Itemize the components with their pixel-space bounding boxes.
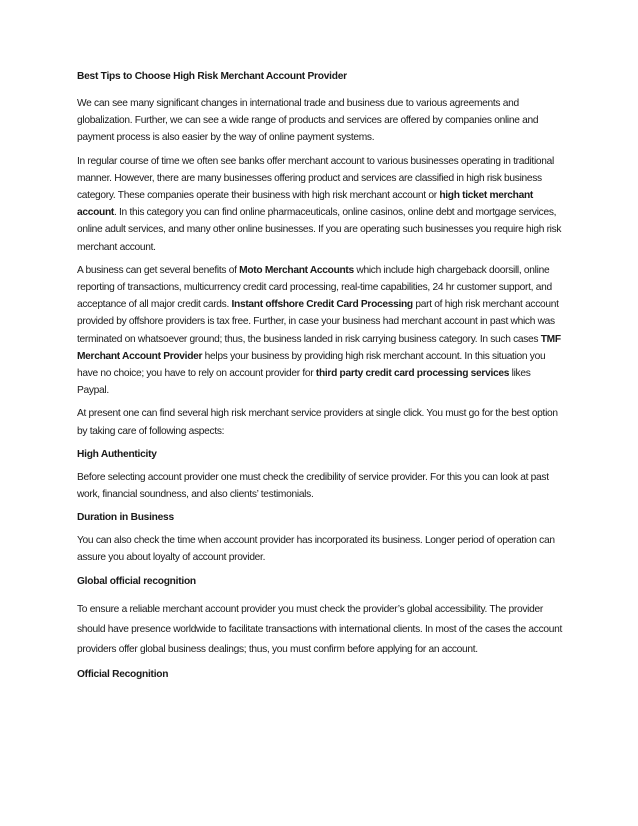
- authenticity-paragraph: Before selecting account provider one must check the credibility of service provider. For this you can look at past work, financial soundness, and also clients’ testimonials.: [77, 471, 549, 501]
- bold-term-third-party: third party credit card processing services: [315, 368, 510, 380]
- text-run: . In this category you can find online pharmaceuticals, online casinos, online debt and mortgage services, online adult services, and many other online businesses. If you are operating such businesses you require high risk merchant account.: [77, 207, 562, 253]
- global-paragraph: To ensure a reliable merchant account provider you must check the provider’s global accessibility. The provider should have presence worldwide to facilitate transactions with international clients. In most of the cases the account providers offer global business dealings; thus, you must confirm before applying for an account.: [77, 603, 563, 655]
- text-run: likes Paypal.: [77, 368, 531, 397]
- text-run: which include high chargeback doorsill, online reporting of transactions, multicurrency credit card processing, real-time capabilities, 24 hr customer support, and acceptance of all major credit cards.: [77, 264, 552, 311]
- text-run: A business can get several benefits of: [77, 264, 240, 276]
- bold-term-tmf: TMF Merchant Account Provider: [77, 333, 561, 362]
- text-run: In regular course of time we often see banks offer merchant account to various businesses operating in traditional manner. However, there are many businesses offering product and services are classified in high risk business category. These companies operate their business with high risk merchant account or: [77, 155, 554, 202]
- heading-high-authenticity: High Authenticity: [77, 448, 157, 460]
- document-title: Best Tips to Choose High Risk Merchant Account Provider: [77, 71, 347, 82]
- duration-paragraph: You can also check the time when account provider has incorporated its business. Longer period of operation can assure you about loyalty of account provider.: [77, 535, 555, 564]
- text-run: part of high risk merchant account provided by offshore providers is tax free. Further, in case your business had merchant account in past which was terminated on whatsoever ground; thus, the business landed in risk carrying business category. In such cases: [77, 299, 559, 345]
- heading-official-recognition: Official Recognition: [77, 668, 169, 680]
- text-run: helps your business by providing high risk merchant account. In this situation you have no choice; you have to rely on account provider for: [77, 350, 546, 380]
- bold-term-high-ticket: high ticket merchant account: [77, 190, 533, 219]
- heading-duration: Duration in Business: [77, 512, 174, 524]
- bold-term-moto: Moto Merchant Accounts: [239, 264, 354, 276]
- regular-course-paragraph: [77, 153, 564, 256]
- present-paragraph: At present one can find several high risk merchant service providers at single click. You must go for the best option by taking care of following aspects:: [77, 408, 558, 437]
- bold-term-instant-offshore: Instant offshore Credit Card Processing: [231, 299, 413, 311]
- benefits-paragraph: [77, 262, 564, 400]
- heading-global-recognition: Global official recognition: [77, 575, 196, 587]
- intro-paragraph: We can see many significant changes in international trade and business due to various agreements and globalization. Further, we can see a wide range of products and services are offered by companies online and payment process is also easier by the way of online payment systems.: [77, 98, 539, 144]
